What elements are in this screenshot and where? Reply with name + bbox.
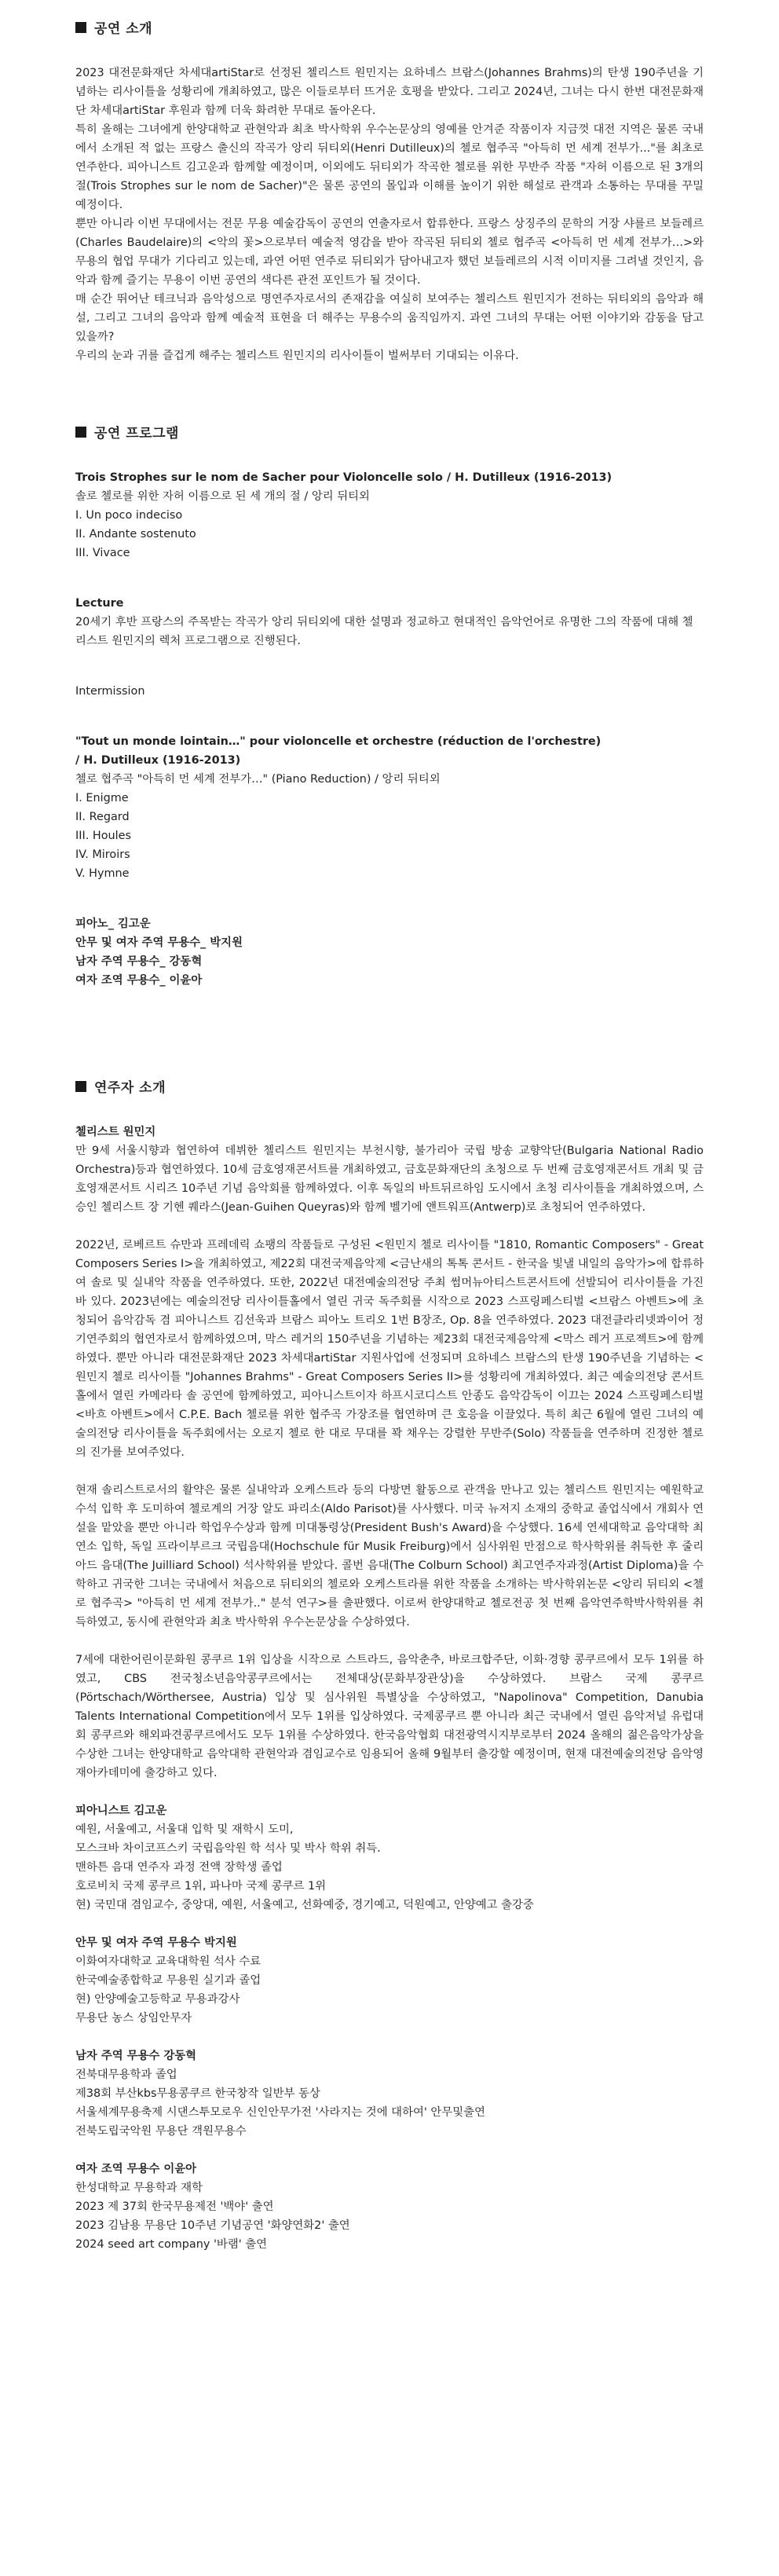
cellist-name: 첼리스트 원민지: [75, 1126, 156, 1138]
performer-credit: 남자 주역 무용수_ 강동혁: [75, 955, 203, 968]
dancer2-name: 남자 주역 무용수 강동혁: [75, 2050, 197, 2062]
intro-paragraph: 2023 대전문화재단 차세대artiStar로 선정된 첼리스트 원민지는 요하네스 브람스(Johannes Brahms)의 탄생 190주년을 기념하는 리사이틀을 성황리에 개최하였고, 많은 이들로부터 뜨거운 호평을 받았다. 그리고 2024년, 그녀는 다시 한번 대전문화재단 차세대artiStar 후원과 함께 더욱 화려한 무대로 돌아온다.: [75, 67, 704, 117]
cellist-bio-paragraph: 2022년, 로베르트 슈만과 프레데릭 쇼팽의 작품들로 구성된 <원민지 첼로 리사이틀 "1810, Romantic Composers" - Great Composers Series I>을 개최하였고, 제22회 대전국제음악제 <금난새의 톡톡 콘서트 - 한국을 빛낼 내일의 음악가>에 합류하여 솔로 및 실내악 작품을 연주하였다. 또한, 2022년 대전예술의전당 주최 썸머뉴아티스트콘서트에 선발되어 리사이틀을 가진 바 있다. 2023년에는 예술의전당 리사이틀홀에서 열린 귀국 독주회를 시작으로 2023 스프링페스티벌 <브람스 아벤트>에 초청되어 음악감독 겸 피아니스트 김선욱과 브람스 피아노 트리오 1번 B장조, Op. 8을 연주하였다. 2023 대전클라리넷콰이어 정기연주회의 협연자로서 함께하였으며, 막스 레거의 150주년을 기념하는 제23회 대전국제음악제 <막스 레거 프로젝트>에 함께하였다. 뿐만 아니라 대전문화재단 2023 차세대artiStar 지원사업에 선정되며 요하네스 브람스의 탄생 190주년을 기념하는 <원민지 첼로 리사이틀 "Johannes Brahms" - Great Composers Series II>를 성황리에 개최하였다. 최근 예술의전당 콘서트홀에서 열린 카메라타 솔 공연에 함께하였고, 피아니스트이자 하프시코디스트 안종도 음악감독이 이끄는 2024 스프링페스티벌 <바흐 아벤트>에서 C.P.E. Bach 첼로를 위한 협주곡 가장조를 협연하며 큰 호응을 이끌었다. 특히 최근 6월에 열린 그녀의 예술의전당 리사이틀을 독주회에서는 오로지 첼로 한 대로 무대를 꽉 채우는 강렬한 무반주(Solo) 작품들을 연주하며 진정한 첼로의 진가를 보여주었다.: [75, 1239, 704, 1459]
piece2-title-composer: / H. Dutilleux (1916-2013): [75, 754, 241, 767]
pianist-bio-line: 호로비치 국제 콩쿠르 1위, 파나마 국제 콩쿠르 1위: [75, 1880, 327, 1893]
dancer3-bio-line: 한성대학교 무용학과 재학: [75, 2182, 203, 2194]
program-title-text: 공연 프로그램: [94, 426, 179, 442]
dancer3-bio-line: 2023 제 37회 한국무용제전 '백야' 출연: [75, 2200, 274, 2213]
piece2-title: "Tout un monde lointain…" pour violoncelle et orchestre (réduction de l'orchestre): [75, 735, 602, 748]
dancer2-bio-line: 전북대무용학과 졸업: [75, 2068, 177, 2081]
piece1-movement: II. Andante sostenuto: [75, 528, 196, 540]
pianist-bio-line: 예원, 서울예고, 서울대 입학 및 재학시 도미,: [75, 1823, 294, 1836]
piece2-movement: II. Regard: [75, 811, 130, 823]
pianist-name: 피아니스트 김고운: [75, 1805, 167, 1817]
dancer1-name: 안무 및 여자 주역 무용수 박지원: [75, 1937, 237, 1949]
dancer1-bio-line: 이화여자대학교 교육대학원 석사 수료: [75, 1955, 261, 1968]
pianist-bio-line: 현) 국민대 겸임교수, 중앙대, 예원, 서울예고, 선화예중, 경기예고, 덕원예고, 안양예고 출강중: [75, 1899, 534, 1911]
dancer2-bio-line: 전북도립국악원 무용단 객원무용수: [75, 2125, 247, 2138]
piece2-movement: V. Hymne: [75, 867, 130, 880]
pianist-bio-line: 모스크바 차이코프스키 국립음악원 학 석사 및 박사 학위 취득.: [75, 1842, 381, 1855]
square-bullet-icon: [75, 427, 86, 438]
program-section-title: [75, 422, 704, 442]
dancer1-bio-line: 한국예술종합학교 무용원 실기과 졸업: [75, 1974, 261, 1987]
cellist-bio-paragraph: 7세에 대한어린이문화원 콩쿠르 1위 입상을 시작으로 스트라드, 음악춘추, 바로크합주단, 이화·경향 콩쿠르에서 모두 1위를 하였고, CBS 전국청소년음악콩쿠르에서는 전체대상(문화부장관상)을 수상하였다. 브람스 국제 콩쿠르(Pörtschach/Wörthersee, Austria) 입상 및 심사위원 특별상을 수상하였고, "Napolinova" Competition, Danubia Talents International Competition에서 모두 1위를 입상하였다. 국제콩쿠르 뿐 아니라 최근 국내에서 열린 음악저널 유럽대회 콩쿠르와 해외파견콩쿠르에서도 모두 1위를 수상하였다. 한국음악협회 대전광역시지부로부터 2024 올해의 젊은음악가상을 수상한 그녀는 한양대학교 음악대학 관현악과 겸임교수로 임용되어 올해 9월부터 출강할 예정이며, 현재 대전예술의전당 음악영재아카데미에 출강하고 있다.: [75, 1654, 704, 1779]
piece1-movement: I. Un poco indeciso: [75, 509, 183, 522]
intro-paragraph: 매 순간 뛰어난 테크닉과 음악성으로 명연주자로서의 존재감을 여실히 보여주는 첼리스트 원민지가 전하는 뒤티외의 음악과 해설, 그리고 그녀의 음악과 함께 예술적 표현을 더 해주는 무용수의 움직임까지. 과연 그녀의 무대는 어떤 이야기와 감동을 담고 있을까?: [75, 293, 704, 343]
intro-paragraph: 우리의 눈과 귀를 즐겁게 해주는 첼리스트 원민지의 리사이틀이 벌써부터 기대되는 이유다.: [75, 350, 519, 362]
cellist-bio-paragraph: 만 9세 서울시향과 협연하여 데뷔한 첼리스트 원민지는 부천시향, 불가리아 국립 방송 교향악단(Bulgaria National Radio Orchestra)등과 협연하였다. 10세 금호영재콘서트를 개최하였고, 금호문화재단의 초청으로 두 번째 금호영재콘서트 개최 및 금호영재콘서트 시리즈 10주년 기념 음악회를 함께하였다. 이후 독일의 바트뒤르하임 도시에서 초청 리사이틀을 개최하였으며, 스승인 첼리스트 장 기헨 퀘라스(Jean-Guihen Queyras)와 함께 벨기에 앤트워프(Antwerp)로 초청되어 연주하였다.: [75, 1145, 704, 1214]
pianist-bio-line: 맨하튼 음대 연주자 과정 전액 장학생 졸업: [75, 1861, 283, 1874]
intro-section-title: [75, 17, 704, 37]
dancer3-bio-line: 2023 김남용 무용단 10주년 기념공연 '화양연화2' 출연: [75, 2219, 350, 2232]
dancer1-bio-line: 무용단 농스 상임안무자: [75, 2012, 192, 2025]
dancer3-name: 여자 조역 무용수 이윤아: [75, 2163, 197, 2175]
artists-title-text: 연주자 소개: [94, 1080, 166, 1096]
square-bullet-icon: [75, 22, 86, 33]
performer-credit: 피아노_ 김고운: [75, 918, 151, 930]
performer-credit: 여자 조역 무용수_ 이윤아: [75, 974, 203, 987]
dancer3-bio-line: 2024 seed art company '바램' 출연: [75, 2238, 268, 2251]
dancer1-bio-line: 현) 안양예술고등학교 무용과강사: [75, 1993, 240, 2006]
intro-paragraph: 뿐만 아니라 이번 무대에서는 전문 무용 예술감독이 공연의 연출자로서 합류한다. 프랑스 상징주의 문학의 거장 샤를르 보들레르(Charles Baudelaire)의 <악의 꽃>으로부터 예술적 영감을 받아 작곡된 뒤티외 첼로 협주곡 <아득히 먼 세계 전부가…>와 무용의 협업 무대가 기다리고 있는데, 과연 어떤 연주로 뒤티외가 담아내고자 했던 보들레르의 시적 이미지를 그려낼 것인지, 음악과 함께 즐기는 무용이 이번 공연의 색다른 관전 포인트가 될 것이다.: [75, 218, 704, 287]
piece2-movement: IV. Miroirs: [75, 848, 130, 861]
lecture-title: Lecture: [75, 597, 124, 610]
intro-title-text: 공연 소개: [94, 21, 153, 37]
piece2-movement: III. Houles: [75, 830, 131, 842]
piece1-subtitle: 솔로 첼로를 위한 자허 이름으로 된 세 개의 절 / 앙리 뒤티외: [75, 490, 370, 503]
piece2-movement: I. Enigme: [75, 792, 129, 804]
square-bullet-icon: [75, 1081, 86, 1092]
performer-credit: 안무 및 여자 주역 무용수_ 박지원: [75, 936, 243, 949]
dancer2-bio-line: 제38회 부산kbs무용콩쿠르 한국창작 일반부 동상: [75, 2087, 320, 2100]
piece1-title: Trois Strophes sur le nom de Sacher pour Violoncelle solo / H. Dutilleux (1916-2013): [75, 471, 613, 484]
lecture-text: 20세기 후반 프랑스의 주목받는 작곡가 앙리 뒤티외에 대한 설명과 정교하고 현대적인 음악언어로 유명한 그의 작품에 대해 첼리스트 원민지의 렉처 프로그램으로 진행된다.: [75, 616, 693, 647]
cellist-bio-paragraph: 현재 솔리스트로서의 활약은 물론 실내악과 오케스트라 등의 다방면 활동으로 관객을 만나고 있는 첼리스트 원민지는 예원학교 수석 입학 후 도미하여 첼로계의 거장 알도 파리소(Aldo Parisot)를 사사했다. 미국 뉴저지 소재의 중학교 졸업식에서 개회사 연설을 맡았을 뿐만 아니라 학업우수상과 함께 미대통령상(President Bush's Award)을 수상했다. 16세 연세대학교 음악대학 최연소 입학, 독일 프라이부르크 국립음대(Hochschule für Musik Freiburg)에서 심사위원 만점으로 학사학위를 취득한 후 줄리아드 음대(The Juilliard School) 석사학위를 받았다. 콜번 음대(The Colburn School) 최고연주자과정(Artist Diploma)을 수학하고 귀국한 그녀는 국내에서 처음으로 뒤티외의 첼로와 오케스트라를 위한 작품을 소개하는 박사학위논문 <앙리 뒤티외 <첼로 협주곡> "아득히 먼 세계 전부가.." 분석 연구>를 출판했다. 이로써 한양대학교 첼로전공 첫 번째 음악연주학박사학위를 취득하였고, 동시에 관현악과 최초 박사학위 우수논문상을 수상하였다.: [75, 1484, 704, 1629]
intro-section: [75, 17, 704, 365]
artists-section: [75, 1076, 704, 2254]
dancer2-bio-line: 서울세계무용축제 시댄스투모로우 신인안무가전 '사라지는 것에 대하여' 안무및출연: [75, 2106, 485, 2119]
piece1-movement: III. Vivace: [75, 547, 130, 559]
program-section: [75, 422, 704, 990]
intro-paragraph: 특히 올해는 그녀에게 한양대학교 관현악과 최초 박사학위 우수논문상의 영예를 안겨준 작품이자 지금껏 대전 지역은 물론 국내에서 소개된 적 없는 프랑스 출신의 작곡가 앙리 뒤티외(Henri Dutilleux)의 첼로 협주곡 "아득히 먼 세계 전부가..."를 최초로 연주한다. 피아니스트 김고운과 함께할 예정이며, 이외에도 뒤티외가 작곡한 첼로를 위한 무반주 작품 "자허 이름으로 된 3개의 절(Trois Strophes sur le nom de Sacher)"은 물론 공연의 몰입과 이해를 높이기 위한 해설로 관객과 소통하는 무대를 꾸밀 예정이다.: [75, 123, 704, 211]
intermission-label: Intermission: [75, 685, 145, 698]
artists-section-title: [75, 1076, 704, 1096]
piece2-subtitle: 첼로 협주곡 "아득히 먼 세계 전부가…" (Piano Reduction) / 앙리 뒤티외: [75, 773, 441, 786]
